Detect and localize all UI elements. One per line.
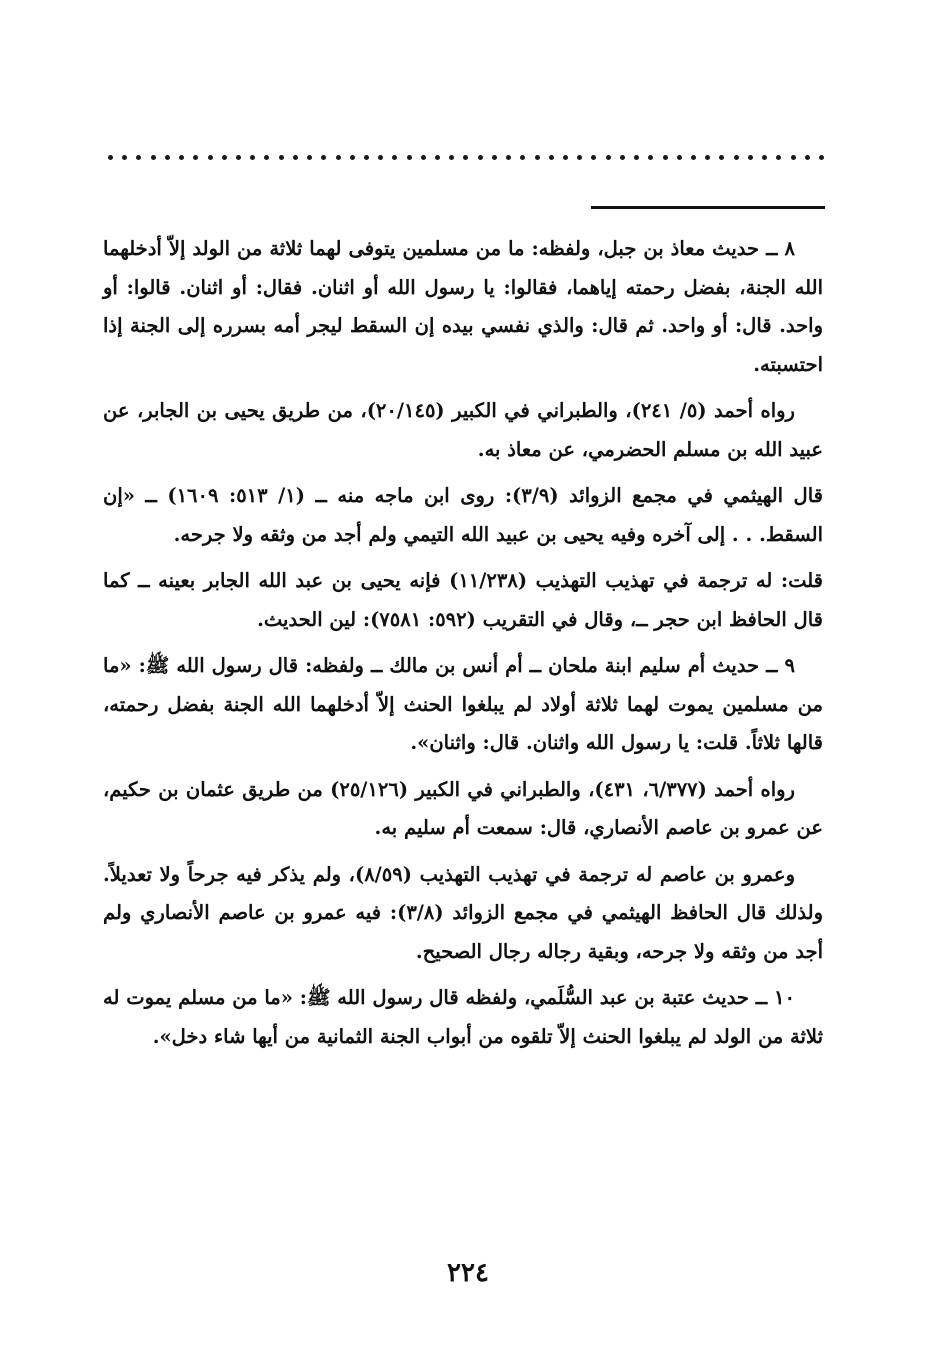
paragraph-hadith-8: ٨ ــ حديث معاذ بن جبل، ولفظه: ما من مسلمين يتوفى لهما ثلاثة من الولد إلاّ أدخلهما الله الجنة، بفضل رحمته إياهما، فقالوا: يا رسول الله أو اثنان. فقال: أو اثنان. قالوا: أو واحد. قال: أو واحد. ثم قال: والذي نفسي بيده إن السقط ليجر أمه بسرره إلى الجنة إذا احتسبته. xyxy=(103,237,823,376)
separator-dot xyxy=(748,155,753,160)
separator-dot xyxy=(492,155,497,160)
separator-dot xyxy=(520,155,525,160)
separator-dot xyxy=(378,155,383,160)
footnote-dotted-separator xyxy=(108,150,824,164)
separator-dot xyxy=(805,155,810,160)
separator-dot xyxy=(151,155,156,160)
paragraph-hadith-10: ١٠ ــ حديث عتبة بن عبد السُّلَمي، ولفظه قال رسول الله ﷺ: «ما من مسلم يموت له ثلاثة من الولد لم يبلغوا الحنث إلاّ تلقوه من أبواب الجنة الثمانية من أيها شاء دخل». xyxy=(103,986,823,1048)
separator-dot xyxy=(193,155,198,160)
page-body xyxy=(103,230,823,1064)
separator-dot xyxy=(136,155,141,160)
separator-dot xyxy=(648,155,653,160)
separator-dot xyxy=(549,155,554,160)
paragraph-hadith-8-note: قلت: له ترجمة في تهذيب التهذيب (١١/٢٣٨) فإنه يحيى بن عبد الله الجابر بعينه ــ كما قال الحافظ ابن حجر ــ، وقال في التقريب (٥٩٢: ٧٥٨١): لين الحديث. xyxy=(103,569,823,631)
separator-dot xyxy=(336,155,341,160)
separator-dot xyxy=(776,155,781,160)
separator-dot xyxy=(421,155,426,160)
separator-dot xyxy=(463,155,468,160)
separator-dot xyxy=(705,155,710,160)
separator-dot xyxy=(663,155,668,160)
separator-dot xyxy=(293,155,298,160)
paragraph-hadith-8-haythami: قال الهيثمي في مجمع الزوائد (٣/٩): روى ابن ماجه منه ــ (١/ ٥١٣: ١٦٠٩) ــ «إن السقط. . . إلى آخره وفيه يحيى بن عبيد الله التيمي ولم أجد من وثقه ولا جرحه. xyxy=(103,484,823,546)
separator-dot xyxy=(691,155,696,160)
separator-dot xyxy=(719,155,724,160)
separator-dot xyxy=(364,155,369,160)
separator-dot xyxy=(279,155,284,160)
separator-dot xyxy=(321,155,326,160)
separator-dot xyxy=(677,155,682,160)
separator-dot xyxy=(264,155,269,160)
paragraph-hadith-9-narration: رواه أحمد (٦/٣٧٧، ٤٣١)، والطبراني في الكبير (٢٥/١٢٦) من طريق عثمان بن حكيم، عن عمرو بن عاصم الأنصاري، قال: سمعت أم سليم به. xyxy=(103,777,823,839)
paragraph-hadith-9: ٩ ــ حديث أم سليم ابنة ملحان ــ أم أنس بن مالك ــ ولفظه: قال رسول الله ﷺ: «ما من مسلمين يموت لهما ثلاثة أولاد لم يبلغوا الحنث إلاّ أدخلهما الله الجنة بفضل رحمته، قالها ثلاثاً. قلت: يا رسول الله واثنان. قال: واثنان». xyxy=(103,654,823,754)
separator-dot xyxy=(350,155,355,160)
separator-dot xyxy=(179,155,184,160)
separator-dot xyxy=(108,155,113,160)
separator-dot xyxy=(819,155,824,160)
separator-dot xyxy=(606,155,611,160)
separator-dot xyxy=(236,155,241,160)
separator-dot xyxy=(791,155,796,160)
separator-dot xyxy=(449,155,454,160)
separator-dot xyxy=(222,155,227,160)
separator-dot xyxy=(506,155,511,160)
paragraph-hadith-9-note: وعمرو بن عاصم له ترجمة في تهذيب التهذيب (٨/٥٩)، ولم يذكر فيه جرحاً ولا تعديلاً. ولذلك قال الحافظ الهيثمي في مجمع الزوائد (٣/٨): فيه عمرو بن عاصم الأنصاري ولم أجد من وثقه ولا جرحه، وبقية رجاله رجال الصحيح. xyxy=(103,862,823,963)
paragraph-hadith-8-narration: رواه أحمد (٥/ ٢٤١)، والطبراني في الكبير (٢٠/١٤٥)، من طريق يحيى بن الجابر، عن عبيد الله بن مسلم الحضرمي، عن معاذ به. xyxy=(103,399,823,461)
separator-dot xyxy=(250,155,255,160)
separator-dot xyxy=(407,155,412,160)
separator-dot xyxy=(634,155,639,160)
separator-dot xyxy=(392,155,397,160)
separator-dot xyxy=(563,155,568,160)
separator-dot xyxy=(762,155,767,160)
separator-dot xyxy=(620,155,625,160)
separator-dot xyxy=(478,155,483,160)
separator-dot xyxy=(307,155,312,160)
separator-dot xyxy=(591,155,596,160)
separator-dot xyxy=(435,155,440,160)
separator-dot xyxy=(122,155,127,160)
page-number: ٢٢٤ xyxy=(447,1258,489,1288)
separator-dot xyxy=(208,155,213,160)
separator-dot xyxy=(165,155,170,160)
footnote-rule xyxy=(591,206,825,209)
separator-dot xyxy=(535,155,540,160)
separator-dot xyxy=(577,155,582,160)
separator-dot xyxy=(734,155,739,160)
